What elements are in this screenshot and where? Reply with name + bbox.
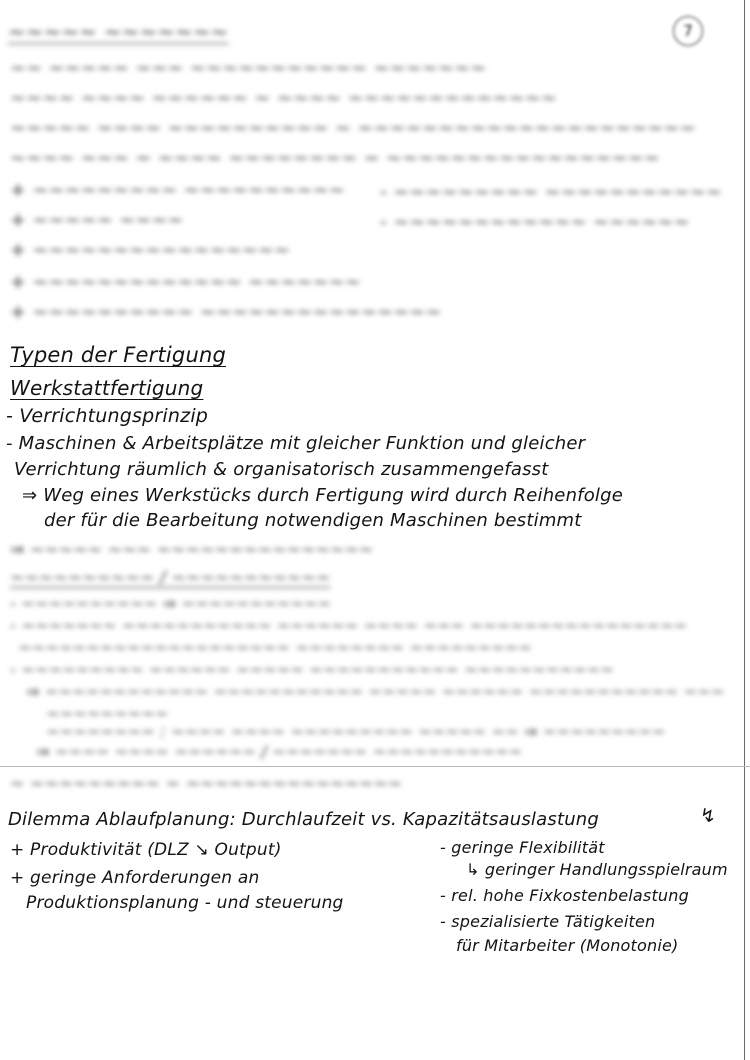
page-number-circle: 7: [673, 16, 703, 46]
dilemma-title: Dilemma Ablaufplanung: Durchlaufzeit vs. Kapazitätsauslastung: [8, 809, 600, 830]
dilemma-lightning-mark: ↯: [700, 805, 717, 827]
page-edge-line: [744, 0, 745, 1060]
disadvantage-item: - rel. hohe Fixkostenbelastung: [440, 886, 689, 905]
werkstatt-line-5: der für die Bearbeitung notwendigen Maschinen bestimmt: [44, 510, 582, 531]
werkstatt-heading: Werkstattfertigung: [10, 376, 204, 400]
werkstatt-line-4: ⇒ Weg eines Werkstücks durch Fertigung wird durch Reihenfolge: [22, 485, 624, 506]
advantage-item: + geringe Anforderungen an: [10, 868, 260, 888]
notebook-page: 7 ~~~~~ ~~~~~~~ ~~ ~~~~~ ~~~ ~~~~~~~~~~~ ~~~~~~~ ~~~~ ~~~~ ~~~~~~ ~ ~~~~ ~~~~~~~~~~~~~ ~~~~~ ~~~~ ~~~~~~~~~~ ~ ~~~~~~~~~~~~~~~~~~~~~ ~~~~ ~~~ ~ ~~~~ ~~~~~~~~ ~ ~~~~~~~~~~~~~~~~~ + ~~~~~~~~~ ~~~~~~~~~~ - ~~~~~~~~~ ~~~~~~~~~~~ + ~~~~~ ~~~~ - ~~~~~~~~~~~~ ~~~~~~ + ~~~~~~~~~~~~~~~~ + ~~~~~~~~~~~~~ ~~~~~~~ + ~~~~~~~~~~ ~~~~~~~~~~~~~~~ Typen der Fertigung Werkstattfertigung - Verrichtungsprinzip - Maschinen & Arbeitsplätze mit gleicher Funktion und gleicher Verrichtung räumlich & organisatorisch zusammengefasst ⇒ Weg eines Werkstücks durch Fertigung wird durch Reihenfolge der für die Bearbeitung notwendigen Maschinen bestimmt ⇒ ~~~~~ ~~~ ~~~~~~~~~~~~~~~ ~~~~~~~~~~ / ~~~~~~~~~~~ - ~~~~~~~~~~ ⇒ ~~~~~~~~~~~ - ~~~~~~~ ~~~~~~~~~~~ ~~~~~~ ~~~~ ~~~ ~~~~~~~~~~~~~~~~ ~~~~~~~~~~~~~~~~~~~~ ~~~~~~~~ ~~~~~~~~~ - ~~~~~~~~~ ~~~~~~ ~~~~~ ~~~~~~~~~~~ ~~~~~~~~~~~ ⇒ ~~~~~~~~~~~~ ~~~~~~~~~~~ ~~~~~ ~~~~~~ ~~~~~~~~~~~ ~~~ ~~~~~~~~~ ~~~~~~~~ : ~~~~ ~~~~ ~~~~~~~~~ ~~~~~ ~~ ⇒ ~~~~~~~~~ ⇒ ~~~~ ~~~~ ~~~~~~ / ~~~~~~~ ~~~~~~~~~~~ ~ ~~~~~~~~~ ~ ~~~~~~~~~~~~~~~ Dilemma Ablaufplanung: Durchlaufzeit vs. Kapazitätsauslastung ↯ + Produktivität (DLZ ↘ Output) + geringe Anforderungen an Produktionsplanung - und steuerung - geringe Flexibilität ↳ geringer Handlungsspielraum - rel. hohe Fixkostenbelastung - spezialisierte Tätigkeiten für Mitarbeiter (Monotonie): [0, 0, 750, 1060]
disadvantage-item: - spezialisierte Tätigkeiten: [440, 912, 656, 931]
werkstatt-line-1: - Verrichtungsprinzip: [6, 405, 209, 427]
disadvantage-item: - geringe Flexibilität: [440, 838, 605, 857]
advantage-item: Produktionsplanung - und steuerung: [26, 893, 344, 913]
disadvantage-item: ↳ geringer Handlungsspielraum: [466, 860, 728, 879]
advantage-item: + Produktivität (DLZ ↘ Output): [10, 840, 282, 860]
section-title: Typen der Fertigung: [10, 343, 227, 367]
werkstatt-line-3: Verrichtung räumlich & organisatorisch zusammengefasst: [14, 459, 549, 480]
werkstatt-line-2: - Maschinen & Arbeitsplätze mit gleicher Funktion und gleicher: [6, 433, 586, 454]
disadvantage-item: für Mitarbeiter (Monotonie): [456, 936, 679, 955]
section-divider: [0, 766, 750, 767]
